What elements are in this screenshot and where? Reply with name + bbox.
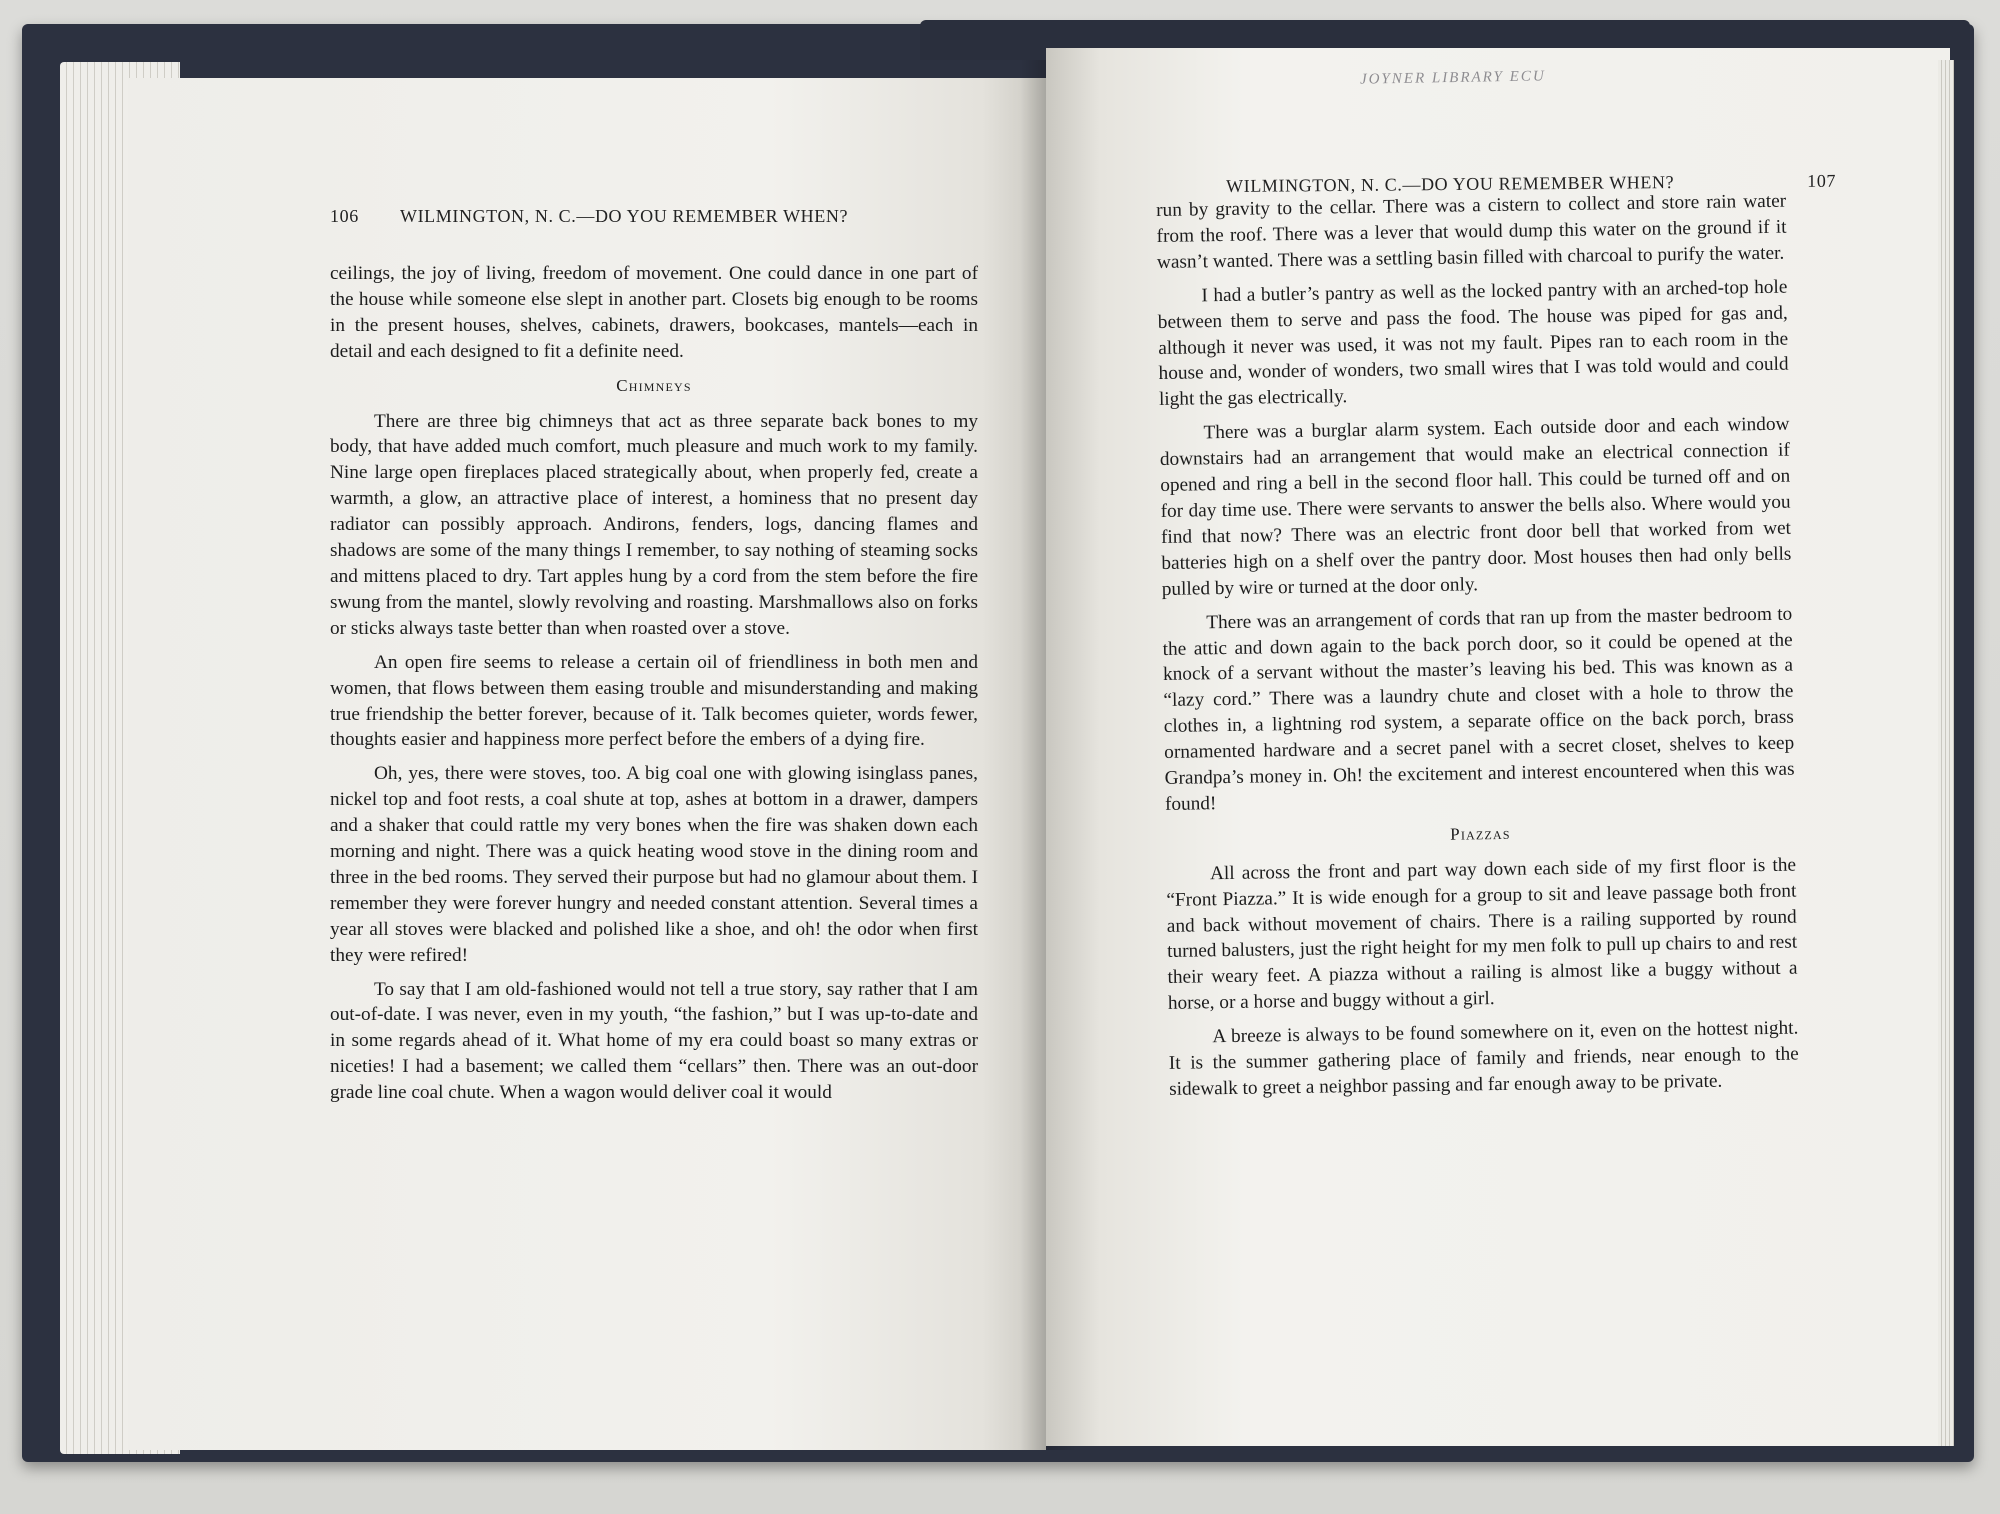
section-heading: Piazzas xyxy=(1450,823,1511,844)
right-running-title: WILMINGTON, N. C.—DO YOU REMEMBER WHEN? xyxy=(1226,172,1675,196)
right-running-header xyxy=(1226,170,1837,196)
right-page-number: 107 xyxy=(1807,170,1837,191)
paragraph: A breeze is always to be found somewhere on it, even on the hottest night. It is the summer gathering place of family and friends, near enough to the sidewalk to greet a neighbor passing and far enough away to be private. xyxy=(1168,1017,1799,1100)
paragraph: To say that I am old-fashioned would not tell a true story, say rather that I am out-of-date. I was never, even in my youth, “the fashion,” but I was up-to-date and in some regards ahead of it. What home of my era could boast so many extras or niceties! I had a basement; we called them “cellars” then. There was an out-door grade line coal chute. When a wagon would deliver coal it would xyxy=(330,978,978,1104)
right-page xyxy=(1046,48,1950,1446)
left-page-body xyxy=(330,261,978,1114)
paragraph: Oh, yes, there were stoves, too. A big coal one with glowing isinglass panes, nickel top and foot rests, a coal shute at top, ashes at bottom in a drawer, dampers and a shaker that could rattle my very bones when the fire was shaken down each morning and night. There was a quick heating wood stove in the dining room and three in the bed rooms. They served their purpose but had no glamour about them. I remember they were forever hungry and needed constant attention. Several times a year all stoves were blacked and polished like a shoe, and oh! the odor when first they were refired! xyxy=(330,763,978,966)
page-edges-right xyxy=(1938,60,1954,1446)
paragraph: run by gravity to the cellar. There was a cistern to collect and store rain water from the roof. There was a lever that would dump this water on the ground if it wasn’t wanted. There was a settling basin filled with charcoal to purify the water. xyxy=(1156,190,1787,273)
paragraph: All across the front and part way down each side of my first floor is the “Front Piazza.” It is wide enough for a group to sit and leave passage both front and back without movement of chairs. There is a railing supported by round turned balusters, just the right height for my men folk to pull up chairs to and rest their weary feet. A piazza without a railing is almost like a buggy without a horse, or a horse and buggy without a girl. xyxy=(1166,854,1798,1015)
paragraph: An open fire seems to release a certain oil of friendliness in both men and women, that flows between them easing trouble and misunderstanding and making true friendship the better forever, because of it. Talk becomes quieter, words fewer, thoughts easier and happiness more perfect before the embers of a dying fire. xyxy=(330,651,978,751)
left-page xyxy=(128,78,1046,1450)
section-heading: Chimneys xyxy=(616,375,692,395)
right-page-body xyxy=(1156,189,1799,1111)
left-running-title: WILMINGTON, N. C.—DO YOU REMEMBER WHEN? xyxy=(400,206,849,226)
paragraph: I had a butler’s pantry as well as the locked pantry with an arched-top hole between them to serve and pass the food. The house was piped for gas and, although it never was used, it was not my fault. Pipes ran to each room in the house and, wonder of wonders, two small wires that I was told would and could light the gas electrically. xyxy=(1157,276,1789,411)
paragraph: There was an arrangement of cords that ran up from the master bedroom to the attic and down again to the back porch door, so it could be opened at the knock of a servant without the master’s leaving his bed. This was known as a “lazy cord.” There was a laundry chute and closet with a hole to throw the clothes in, a lightning rod system, a separate office on the back porch, brass ornamented hardware and a secret panel with a secret closet, shelves to keep Grandpa’s money in. Oh! the excitement and interest encountered when this was found! xyxy=(1162,603,1795,815)
paragraph: There are three big chimneys that act as three separate back bones to my body, that have added much comfort, much pleasure and much work to my family. Nine large open fireplaces placed strategically about, when properly fed, create a warmth, a glow, an attractive place of interest, a hominess that no present day radiator can possibly approach. Andirons, fenders, logs, dancing flames and shadows are some of the many things I remember, to say nothing of steaming socks and mittens placed to dry. Tart apples hung by a cord from the stem before the fire swung from the mantel, slowly revolving and roasting. Marshmallows also on forks or sticks always taste better than when roasted over a stove. xyxy=(330,410,978,639)
paragraph: There was a burglar alarm system. Each outside door and each window downstairs had an arrangement that would make an electrical connection if opened and ring a bell in the second floor hall. This could be turned off and on for day time use. There were servants to answer the bells also. Where would you find that now? There was an electric front door bell that worked from wet batteries high on a shelf over the pantry door. Most houses then had only bells pulled by wire or turned at the door only. xyxy=(1159,413,1792,600)
paragraph: ceilings, the joy of living, freedom of movement. One could dance in one part of the house while someone else slept in another part. Closets big enough to be rooms in the present houses, shelves, cabinets, drawers, bookcases, mantels—each in detail and each designed to fit a definite need. xyxy=(330,263,978,362)
library-stamp: JOYNER LIBRARY ECU xyxy=(1359,68,1546,88)
left-page-number: 106 xyxy=(330,206,359,226)
